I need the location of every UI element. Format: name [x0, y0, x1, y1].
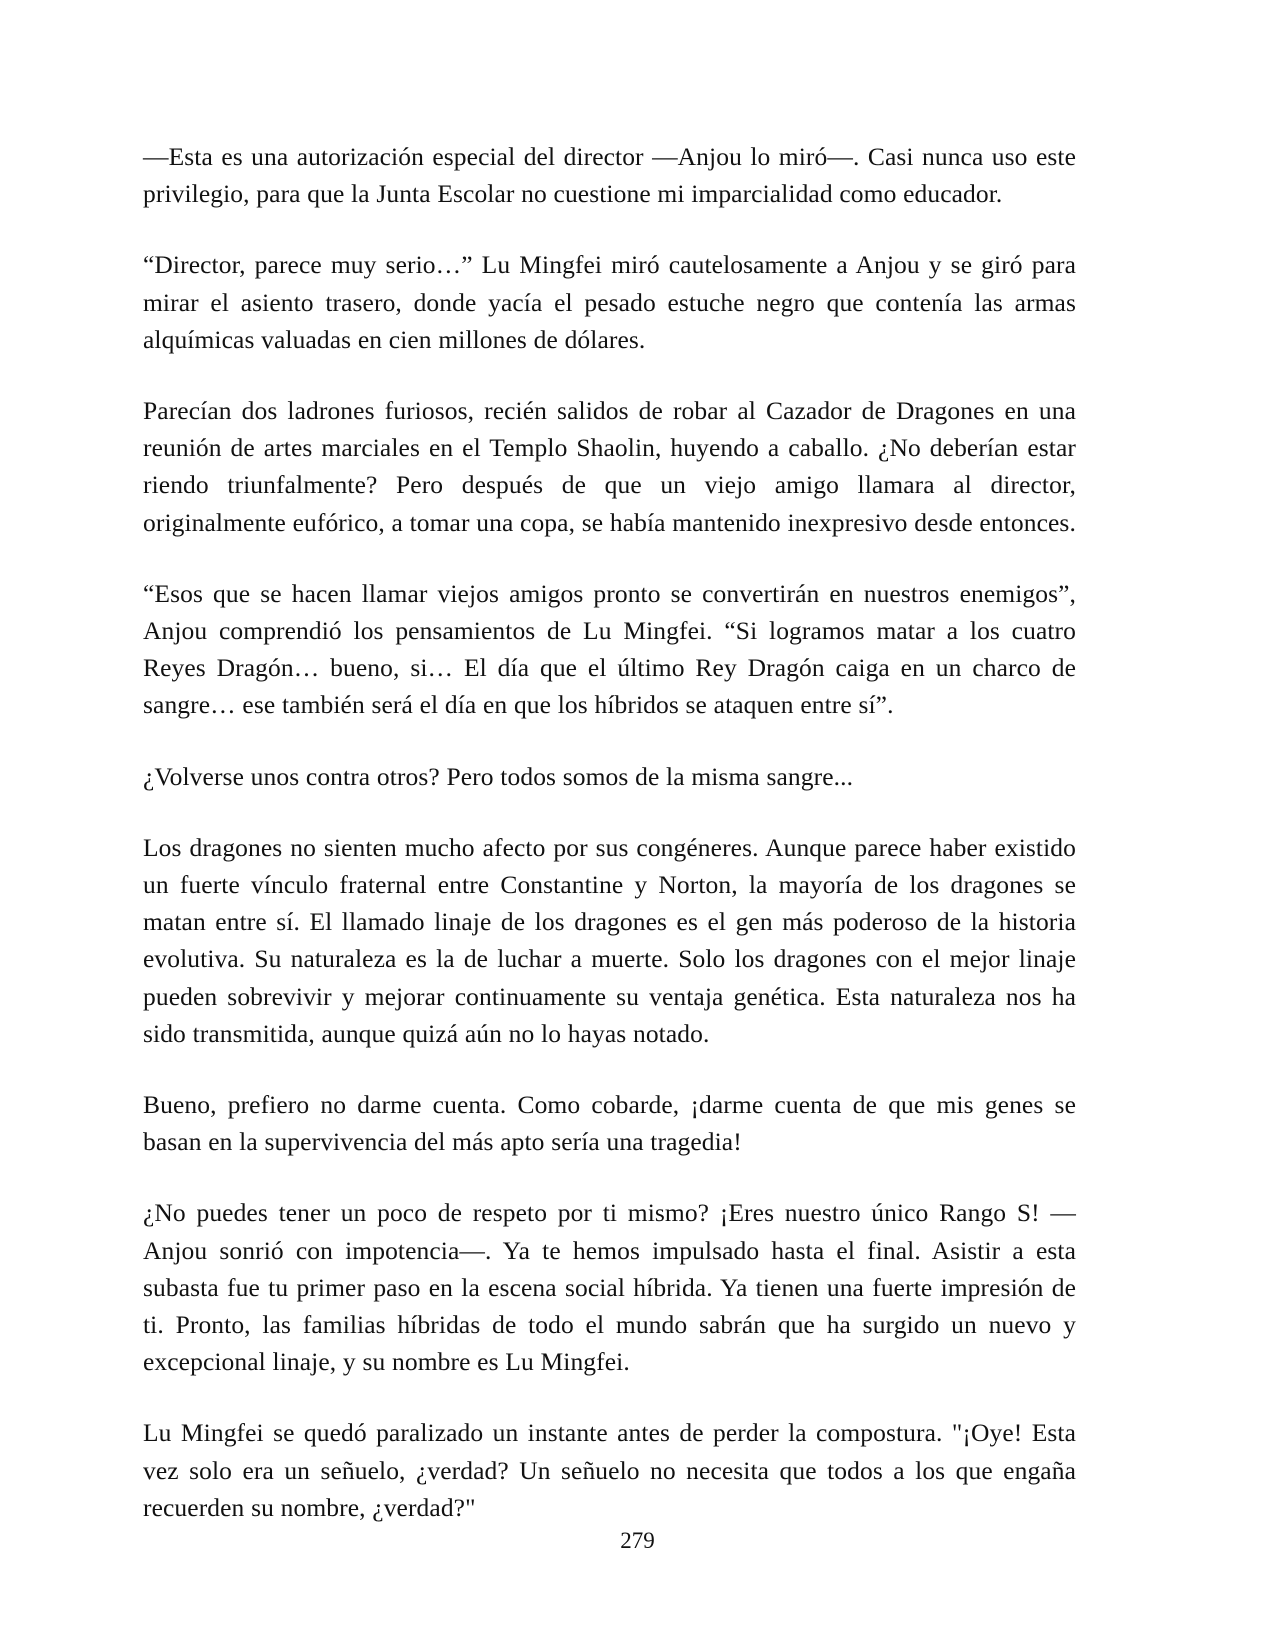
paragraph-1: —Esta es una autorización especial del director —Anjou lo miró—. Casi nunca uso este privilegio, para que la Junta Escolar no cuestione mi imparcialidad como educador. [143, 142, 1076, 209]
paragraph-6: Los dragones no sienten mucho afecto por sus congéneres. Aunque parece haber existido un fuerte vínculo fraternal entre Constantine y Norton, la mayoría de los dragones se matan entre sí. El llamado linaje de los dragones es el gen más poderoso de la historia evolutiva. Su naturaleza es la de luchar a muerte. Solo los dragones con el mejor linaje pueden sobrevivir y mejorar continuamente su ventaja genética. Esta naturaleza nos ha sido transmitida, aunque quizá aún no lo hayas notado. [143, 832, 1076, 1048]
paragraph-3: Parecían dos ladrones furiosos, recién salidos de robar al Cazador de Dragones en una reunión de artes marciales en el Templo Shaolin, huyendo a caballo. ¿No deberían estar riendo triunfalmente? Pero después de que un viejo amigo llamara al director, originalmente eufórico, a tomar una copa, se había mantenido inexpresivo desde entonces. [143, 396, 1076, 537]
paragraph-9: Lu Mingfei se quedó paralizado un instante antes de perder la compostura. "¡Oye! Esta vez solo era un señuelo, ¿verdad? Un señuelo no necesita que todos a los que engaña recuerden su nombre, ¿verdad?" [143, 1418, 1076, 1522]
paragraph-5: ¿Volverse unos contra otros? Pero todos somos de la misma sangre... [143, 761, 854, 791]
paragraph-8: ¿No puedes tener un poco de respeto por ti mismo? ¡Eres nuestro único Rango S! —Anjou sonrió con impotencia—. Ya te hemos impulsado hasta el final. Asistir a esta subasta fue tu primer paso en la escena social híbrida. Ya tienen una fuerte impresión de ti. Pronto, las familias híbridas de todo el mundo sabrán que ha surgido un nuevo y excepcional linaje, y su nombre es Lu Mingfei. [143, 1198, 1076, 1377]
paragraph-2: “Director, parece muy serio…” Lu Mingfei miró cautelosamente a Anjou y se giró para mirar el asiento trasero, donde yacía el pesado estuche negro que contenía las armas alquímicas valuadas en cien millones de dólares. [143, 250, 1076, 354]
body-text-column [143, 138, 1076, 1526]
page-number: 279 [620, 1528, 655, 1553]
paragraph-7: Bueno, prefiero no darme cuenta. Como cobarde, ¡darme cuenta de que mis genes se basan en la supervivencia del más apto sería una tragedia! [143, 1090, 1076, 1157]
paragraph-4: “Esos que se hacen llamar viejos amigos pronto se convertirán en nuestros enemigos”, Anjou comprendió los pensamientos de Lu Mingfei. “Si logramos matar a los cuatro Reyes Dragón… bueno, si… El día que el último Rey Dragón caiga en un charco de sangre… ese también será el día en que los híbridos se ataquen entre sí”. [143, 578, 1076, 720]
